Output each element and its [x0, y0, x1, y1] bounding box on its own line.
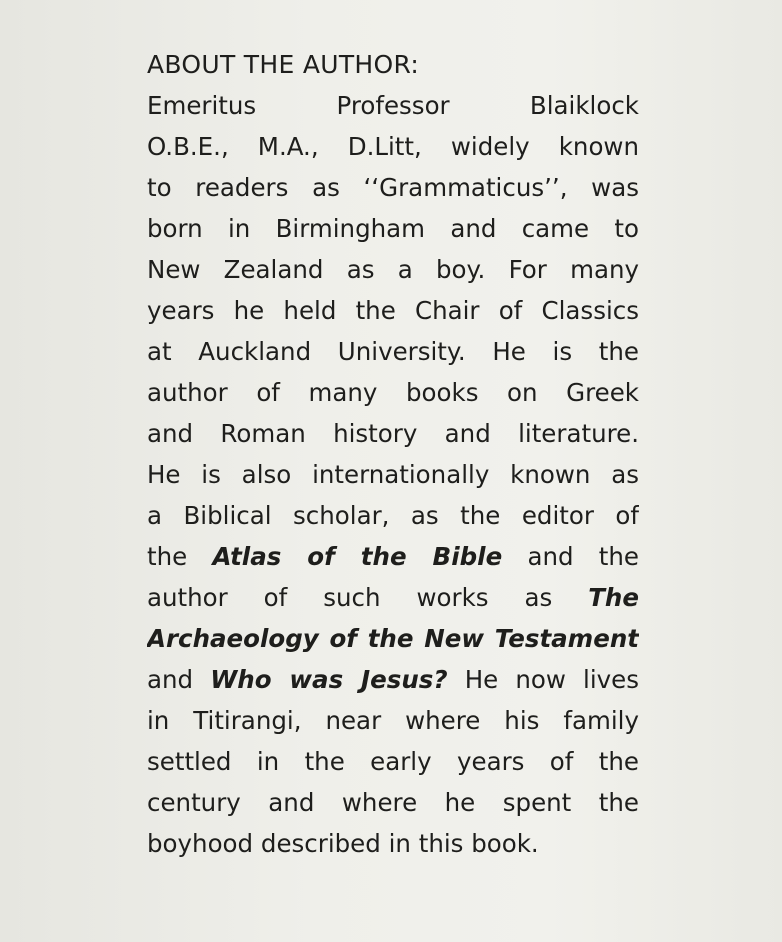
- text-segment: author of such works as: [147, 583, 589, 612]
- text-line: [147, 126, 639, 167]
- text-segment: in Titirangi, near where his family: [147, 706, 639, 735]
- text-line: [147, 290, 639, 331]
- text-segment: Emeritus Professor Blaiklock: [147, 91, 639, 120]
- text-line: [147, 700, 639, 741]
- book-title: The: [588, 583, 639, 612]
- book-title: Atlas of the Bible: [212, 542, 503, 571]
- text-line: [147, 782, 639, 823]
- text-line: [147, 249, 639, 290]
- text-line: [147, 618, 639, 659]
- text-segment: to readers as ‘‘Grammaticus’’, was: [147, 173, 639, 202]
- text-line: [147, 331, 639, 372]
- text-segment: and: [147, 665, 211, 694]
- text-segment: years he held the Chair of Classics: [147, 296, 639, 325]
- text-segment: He now lives: [447, 665, 639, 694]
- text-segment: New Zealand as a boy. For many: [147, 255, 639, 284]
- text-segment: born in Birmingham and came to: [147, 214, 639, 243]
- text-line: [147, 823, 639, 864]
- text-segment: the: [147, 542, 213, 571]
- text-segment: century and where he spent the: [147, 788, 639, 817]
- text-segment: author of many books on Greek: [147, 378, 639, 407]
- text-segment: boyhood described in this book.: [147, 829, 539, 858]
- book-title: Archaeology of the New Testament: [147, 624, 639, 653]
- text-segment: a Biblical scholar, as the editor of: [147, 501, 639, 530]
- about-the-author-section: [147, 44, 639, 864]
- text-segment: He is also internationally known as: [147, 460, 639, 489]
- book-title: Who was Jesus?: [210, 665, 448, 694]
- text-segment: and Roman history and literature.: [147, 419, 639, 448]
- text-line: [147, 659, 639, 700]
- text-segment: O.B.E., M.A., D.Litt, widely known: [147, 132, 639, 161]
- text-line: [147, 536, 639, 577]
- text-line: [147, 208, 639, 249]
- section-heading: ABOUT THE AUTHOR:: [147, 50, 420, 79]
- text-line: [147, 167, 639, 208]
- author-biography: [147, 85, 639, 864]
- text-line: [147, 577, 639, 618]
- text-line: [147, 495, 639, 536]
- text-segment: settled in the early years of the: [147, 747, 639, 776]
- text-line: [147, 741, 639, 782]
- text-line: [147, 454, 639, 495]
- text-segment: at Auckland University. He is the: [147, 337, 639, 366]
- text-segment: and the: [502, 542, 639, 571]
- text-line: [147, 372, 639, 413]
- text-line: [147, 413, 639, 454]
- text-line: [147, 85, 639, 126]
